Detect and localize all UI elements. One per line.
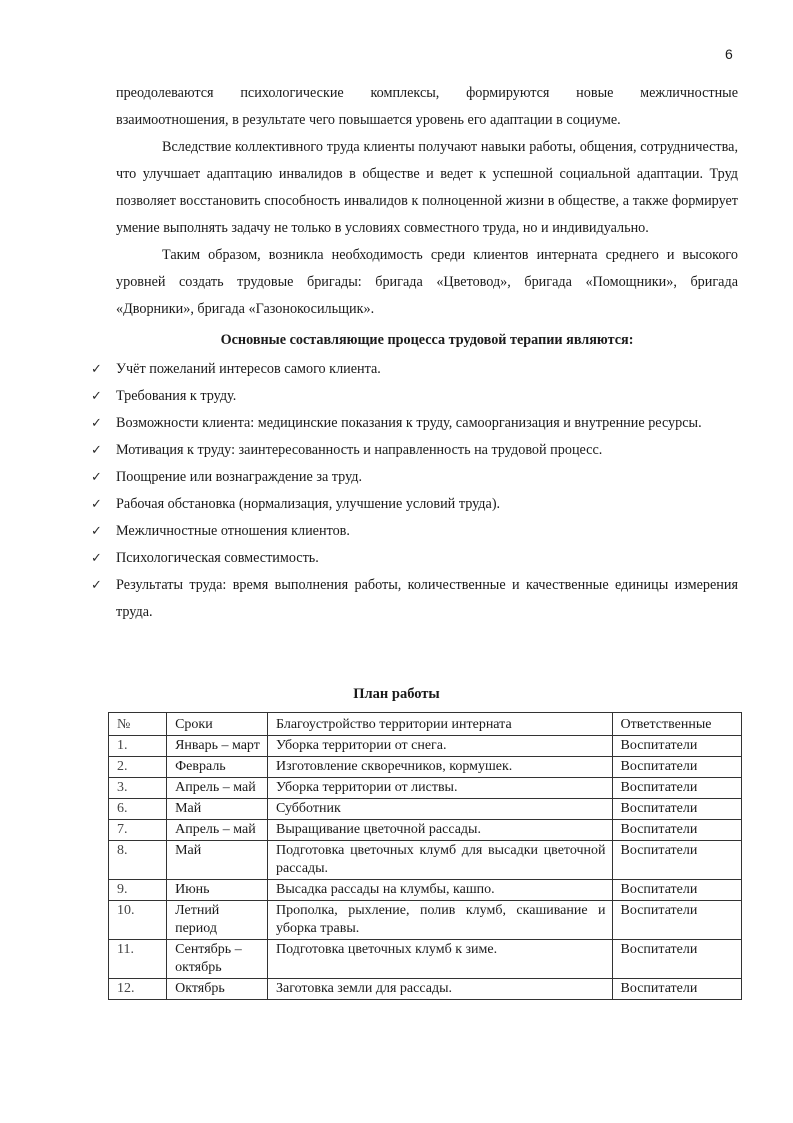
cell-responsible: Воспитатели (612, 901, 741, 940)
cell-number: 1. (109, 736, 167, 757)
cell-number: 11. (109, 940, 167, 979)
cell-term: Летний период (167, 901, 268, 940)
cell-task: Высадка рассады на клумбы, кашпо. (268, 880, 613, 901)
cell-term: Июнь (167, 880, 268, 901)
table-row (109, 901, 742, 940)
table-row (109, 880, 742, 901)
list-item-text: Результаты труда: время выполнения работы, количественные и качественные единицы измерения труда. (116, 577, 738, 620)
table-row (109, 778, 742, 799)
table-row (109, 736, 742, 757)
paragraph-3: Таким образом, возникла необходимость среди клиентов интерната среднего и высокого уровней создать трудовые бригады: бригада «Цветовод», бригада «Помощники», бригада «Дворники», бригада «Газонокосильщик». (116, 247, 738, 317)
list-item (91, 491, 738, 518)
cell-term: Май (167, 799, 268, 820)
list-item-text: Возможности клиента: медицинские показания к труду, самоорганизация и внутренние ресурсы. (116, 415, 702, 431)
table-row (109, 940, 742, 979)
cell-term: Октябрь (167, 979, 268, 1000)
cell-responsible: Воспитатели (612, 940, 741, 979)
list-item (91, 518, 738, 545)
cell-responsible: Воспитатели (612, 736, 741, 757)
cell-responsible: Воспитатели (612, 799, 741, 820)
header-number: № (109, 713, 167, 736)
cell-task: Субботник (268, 799, 613, 820)
cell-number: 8. (109, 841, 167, 880)
cell-task: Уборка территории от снега. (268, 736, 613, 757)
cell-responsible: Воспитатели (612, 841, 741, 880)
table-row (109, 841, 742, 880)
cell-number: 2. (109, 757, 167, 778)
list-item-text: Требования к труду. (116, 388, 237, 404)
cell-responsible: Воспитатели (612, 757, 741, 778)
list-item (91, 383, 738, 410)
plan-table (108, 712, 742, 1000)
check-icon: ✓ (91, 443, 102, 458)
header-term: Сроки (167, 713, 268, 736)
plan-title: План работы (353, 686, 440, 702)
list-item-text: Психологическая совместимость. (116, 550, 319, 566)
cell-responsible: Воспитатели (612, 979, 741, 1000)
body-text (91, 80, 738, 626)
cell-task: Изготовление скворечников, кормушек. (268, 757, 613, 778)
check-icon: ✓ (91, 362, 102, 377)
list-item-text: Учёт пожеланий интересов самого клиента. (116, 361, 381, 377)
cell-term: Апрель – май (167, 778, 268, 799)
list-item (91, 410, 738, 437)
components-heading: Основные составляющие процесса трудовой терапии являются: (220, 332, 634, 348)
check-icon: ✓ (91, 497, 102, 512)
cell-task: Уборка территории от листвы. (268, 778, 613, 799)
list-item-text: Межличностные отношения клиентов. (116, 523, 350, 539)
cell-number: 3. (109, 778, 167, 799)
header-responsible: Ответственные (612, 713, 741, 736)
cell-term: Сентябрь – октябрь (167, 940, 268, 979)
cell-task: Подготовка цветочных клумб к зиме. (268, 940, 613, 979)
list-item (91, 437, 738, 464)
list-item-text: Рабочая обстановка (нормализация, улучшение условий труда). (116, 496, 501, 512)
table-row (109, 799, 742, 820)
cell-term: Апрель – май (167, 820, 268, 841)
check-icon: ✓ (91, 578, 102, 593)
cell-number: 10. (109, 901, 167, 940)
list-item (91, 572, 738, 626)
table-row (109, 979, 742, 1000)
cell-task: Заготовка земли для рассады. (268, 979, 613, 1000)
cell-number: 9. (109, 880, 167, 901)
cell-number: 7. (109, 820, 167, 841)
list-item-text: Поощрение или вознаграждение за труд. (116, 469, 363, 485)
check-icon: ✓ (91, 389, 102, 404)
list-item (91, 545, 738, 572)
cell-responsible: Воспитатели (612, 880, 741, 901)
check-icon: ✓ (91, 470, 102, 485)
table-row (109, 757, 742, 778)
page-number: 6 (725, 46, 733, 62)
components-list (91, 356, 738, 626)
cell-number: 12. (109, 979, 167, 1000)
cell-responsible: Воспитатели (612, 778, 741, 799)
cell-task: Подготовка цветочных клумб для высадки цветочной рассады. (268, 841, 613, 880)
list-item (91, 464, 738, 491)
table-header-row (109, 713, 742, 736)
check-icon: ✓ (91, 524, 102, 539)
check-icon: ✓ (91, 416, 102, 431)
list-item-text: Мотивация к труду: заинтересованность и направленность на трудовой процесс. (116, 442, 603, 458)
check-icon: ✓ (91, 551, 102, 566)
table-row (109, 820, 742, 841)
list-item (91, 356, 738, 383)
cell-term: Январь – март (167, 736, 268, 757)
cell-task: Выращивание цветочной рассады. (268, 820, 613, 841)
cell-responsible: Воспитатели (612, 820, 741, 841)
cell-term: Февраль (167, 757, 268, 778)
cell-number: 6. (109, 799, 167, 820)
paragraph-1: преодолеваются психологические комплексы, формируются новые межличностные взаимоотношения, в результате чего повышается уровень его адаптации в социуме. (116, 85, 738, 128)
header-task: Благоустройство территории интерната (268, 713, 613, 736)
cell-term: Май (167, 841, 268, 880)
paragraph-2: Вследствие коллективного труда клиенты получают навыки работы, общения, сотрудничества, что улучшает адаптацию инвалидов в обществе и ведет к успешной социальной адаптации. Труд позволяет восстановить способность инвалидов к полноценной жизни в обществе, а также формирует умение выполнять задачу не только в условиях совместного труда, но и индивидуально. (116, 139, 738, 236)
cell-task: Прополка, рыхление, полив клумб, скашивание и уборка травы. (268, 901, 613, 940)
